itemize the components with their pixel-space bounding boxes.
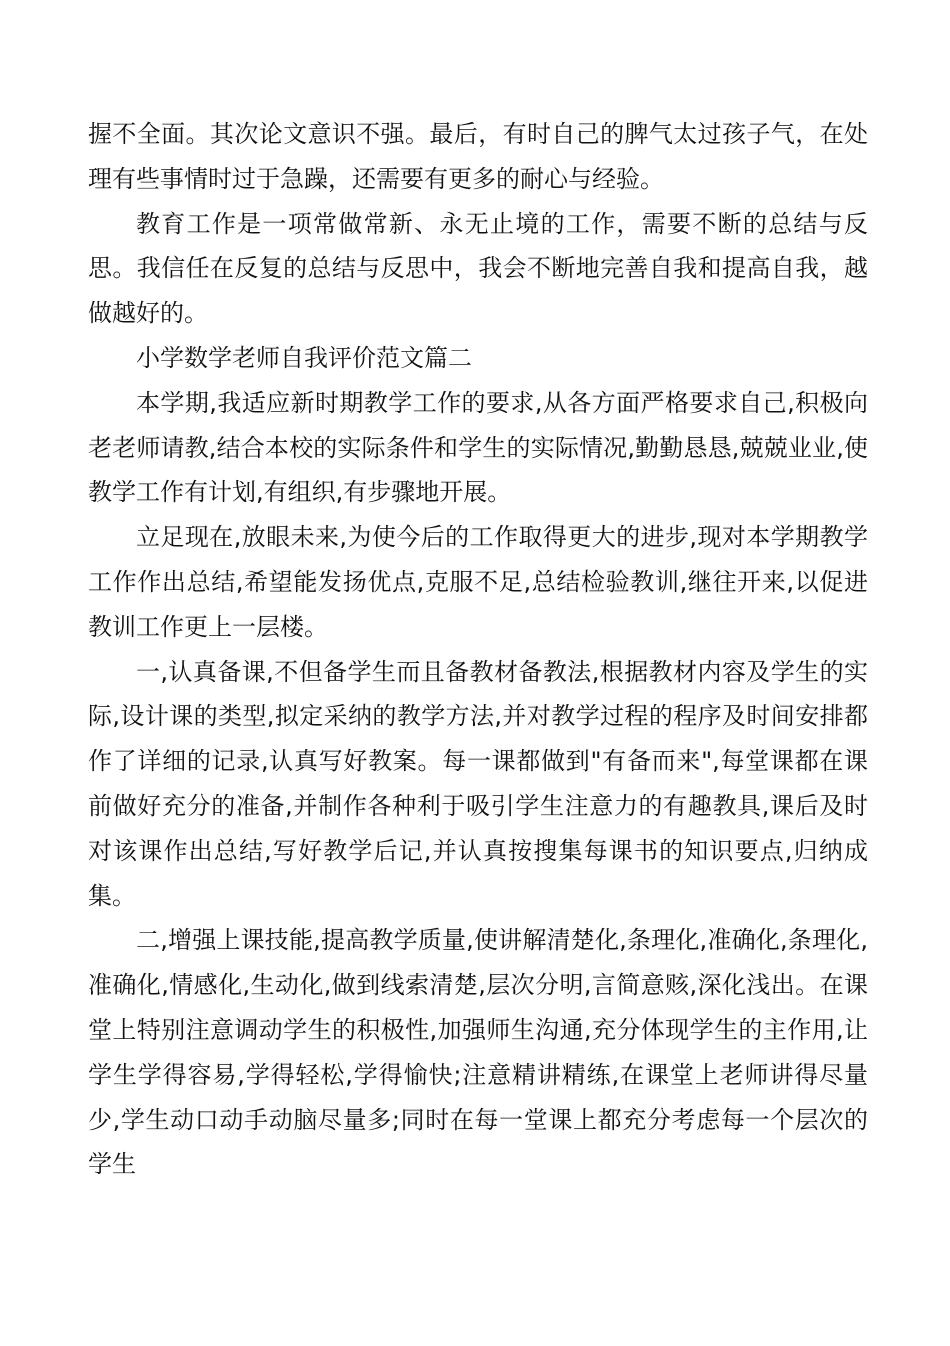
paragraph-4: 立足现在,放眼未来,为使今后的工作取得更大的进步,现对本学期教学工作作出总结,希望能发扬优点,克服不足,总结检验教训,继往开来,以促进教训工作更上一层楼。 <box>88 523 868 641</box>
paragraph-2: 教育工作是一项常做常新、永无止境的工作，需要不断的总结与反思。我信任在反复的总结与反思中，我会不断地完善自我和提高自我，越做越好的。 <box>88 209 868 328</box>
paragraph-3: 本学期,我适应新时期教学工作的要求,从各方面严格要求自己,积极向老老师请教,结合本校的实际条件和学生的实际情况,勤勤恳恳,兢兢业业,使教学工作有计划,有组织,有步骤地开展。 <box>88 388 868 507</box>
document-body <box>88 112 868 1187</box>
paragraph-1: 握不全面。其次论文意识不强。最后，有时自己的脾气太过孩子气，在处理有些事情时过于急躁，还需要有更多的耐心与经验。 <box>88 120 868 193</box>
paragraph-6: 二,增强上课技能,提高教学质量,使讲解清楚化,条理化,准确化,条理化,准确化,情感化,生动化,做到线索清楚,层次分明,言简意赅,深化浅出。在课堂上特别注意调动学生的积极性,加强师生沟通,充分体现学生的主作用,让学生学得容易,学得轻松,学得愉快;注意精讲精练,在课堂上老师讲得尽量少,学生动口动手动脑尽量多;同时在每一堂课上都充分考虑每一个层次的学生 <box>88 926 868 1179</box>
section-heading: 小学数学老师自我评价范文篇二 <box>136 343 472 372</box>
paragraph-5: 一,认真备课,不但备学生而且备教材备教法,根据教材内容及学生的实际,设计课的类型,拟定采纳的教学方法,并对教学过程的程序及时间安排都作了详细的记录,认真写好教案。每一课都做到"有备而来",每堂课都在课前做好充分的准备,并制作各种利于吸引学生注意力的有趣教具,课后及时对该课作出总结,写好教学后记,并认真按搜集每课书的知识要点,归纳成集。 <box>88 657 868 910</box>
